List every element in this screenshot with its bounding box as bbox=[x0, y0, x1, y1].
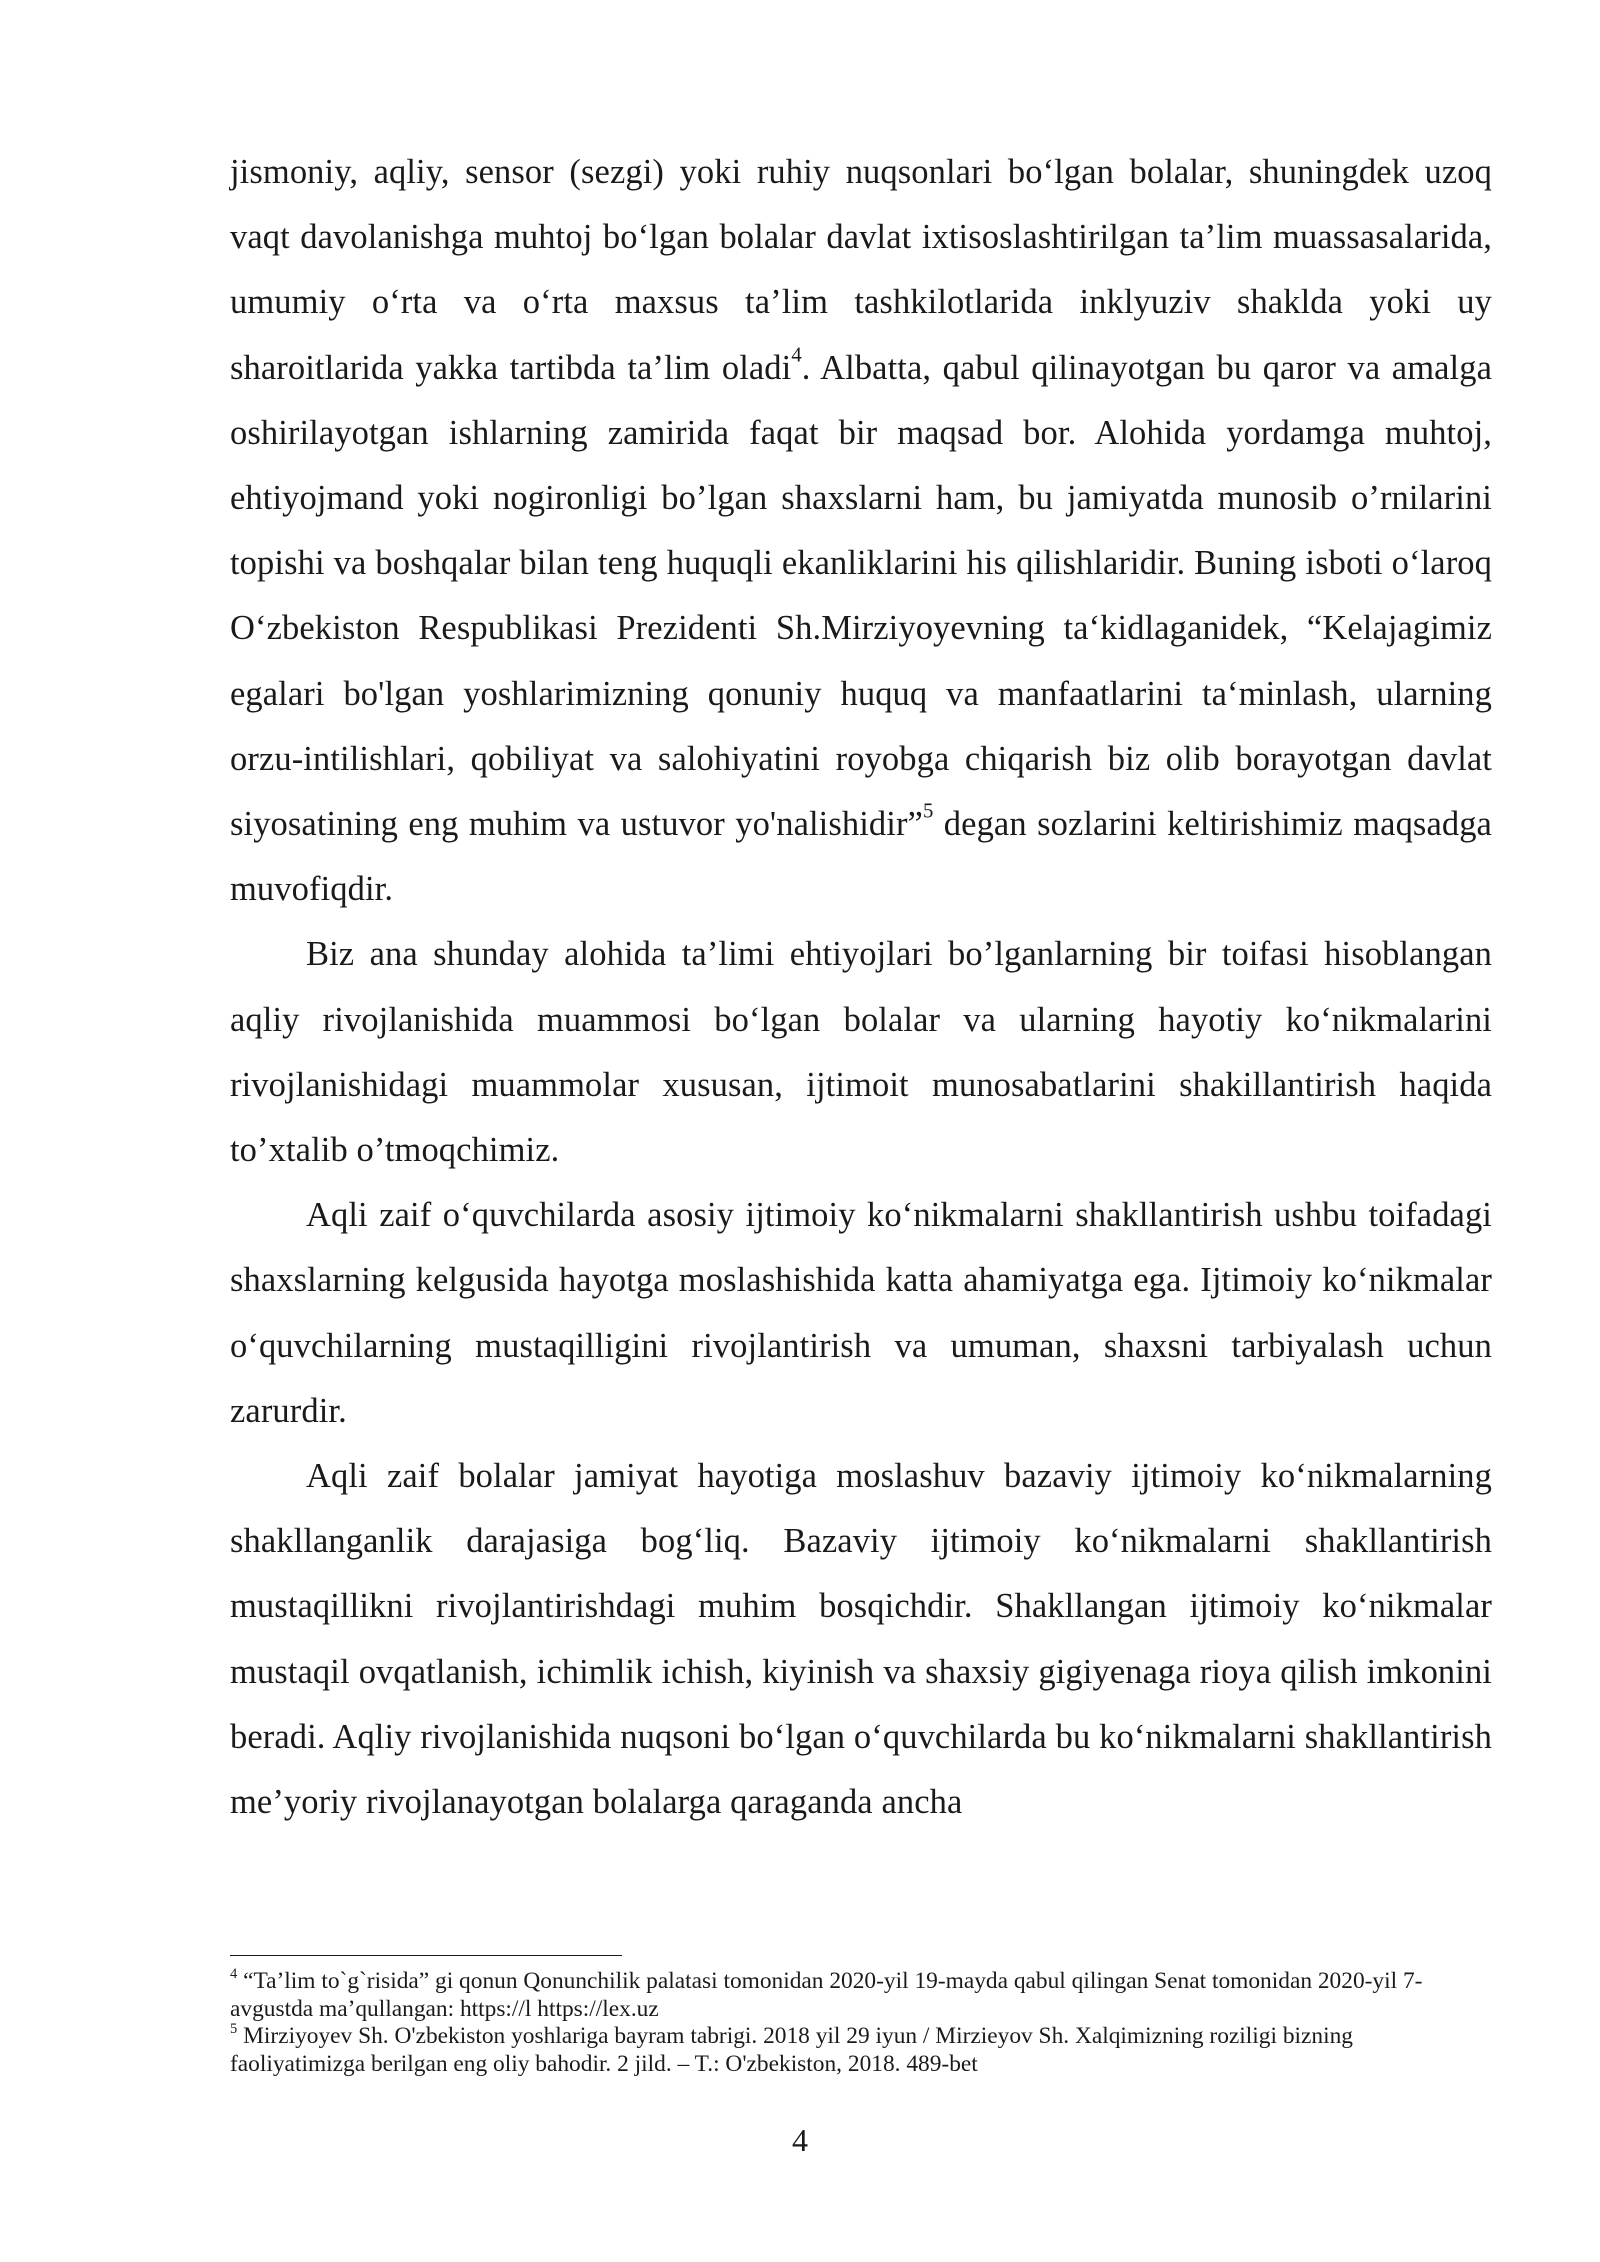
footnotes bbox=[230, 1965, 1492, 2078]
paragraph-3: Aqli zaif o‘quvchilarda asosiy ijtimoiy ko‘nikmalarni shakllantirish ushbu toifadagi shaxslarning kelgusida hayotga moslashishida katta ahamiyatga ega. Ijtimoiy ko‘nikmalar o‘quvchilarning mustaqilligini rivojlantirish va umuman, shaxsni tarbiyalash uchun zarurdir. bbox=[230, 1196, 1492, 1430]
footnote-marker-5: 5 bbox=[230, 2020, 238, 2037]
paragraph-4: Aqli zaif bolalar jamiyat hayotiga moslashuv bazaviy ijtimoiy ko‘nikmalarning shakllanganlik darajasiga bog‘liq. Bazaviy ijtimoiy ko‘nikmalarni shakllantirish mustaqillikni rivojlantirishdagi muhim bosqichdir. Shakllangan ijtimoiy ko‘nikmalar mustaqil ovqatlanish, ichimlik ichish, kiyinish va shaxsiy gigiyenaga rioya qilish imkonini beradi. Aqliy rivojlanishida nuqsoni bo‘lgan o‘quvchilarda bu ko‘nikmalarni shakllantirish me’yoriy rivojlanayotgan bolalarga qaraganda ancha bbox=[230, 1457, 1492, 1822]
footnote-separator bbox=[230, 1955, 622, 1956]
paragraph-1-text-b: . Albatta, qabul qilinayotgan bu qaror va amalga oshirilayotgan ishlarning zamirida faqat bir maqsad bor. Alohida yordamga muhtoj, ehtiyojmand yoki nogironligi bo’lgan shaxslarni ham, bu jamiyatda munosib o’rnilarini topishi va boshqalar bilan teng huquqli ekanliklarini his qilishlaridir. Buning isboti o‘laroq O‘zbekiston Respublikasi Prezidenti Sh.Mirziyoyevning ta‘kidlaganidek, “Kelajagimiz egalari bo'lgan yoshlarimizning qonuniy huquq va manfaatlarini ta‘minlash, ularning orzu-intilishlari, qobiliyat va salohiyatini royobga chiqarish biz olib borayotgan davlat siyosatining eng muhim va ustuvor yo'nalishidir” bbox=[230, 348, 1492, 844]
paragraph-2: Biz ana shunday alohida ta’limi ehtiyojlari bo’lganlarning bir toifasi hisoblangan aqliy rivojlanishida muammosi bo‘lgan bolalar va ularning hayotiy ko‘nikmalarini rivojlanishidagi muammolar xususan, ijtimoit munosabatlarini shakillantirish haqida to’xtalib o’tmoqchimiz. bbox=[230, 935, 1492, 1170]
footnote-4-text: “Ta’lim to`g`risida” gi qonun Qonunchilik palatasi tomonidan 2020-yil 19-mayda qabul qilingan Senat tomonidan 2020-yil 7-avgustda ma’qullangan: https://l https://lex.uz bbox=[230, 1968, 1423, 2022]
footnote-ref-4[interactable]: 4 bbox=[791, 344, 802, 367]
paragraph-1 bbox=[230, 140, 1492, 922]
footnote-marker-4: 4 bbox=[230, 1965, 238, 1982]
paragraph-1-text-a: jismoniy, aqliy, sensor (sezgi) yoki ruhiy nuqsonlari bo‘lgan bolalar, shuningdek uzoq vaqt davolanishga muhtoj bo‘lgan bolalar davlat ixtisoslashtirilgan ta’lim muassasalarida, umumiy o‘rta va o‘rta maxsus ta’lim tashkilotlarida inklyuziv shaklda yoki uy sharoitlarida yakka tartibda ta’lim oladi bbox=[230, 153, 1492, 387]
body-text bbox=[230, 140, 1492, 1835]
page-number: 4 bbox=[792, 2122, 808, 2158]
paragraph-1-text-c: degan sozlarini keltirishimiz maqsadga muvofiqdir. bbox=[230, 805, 1492, 909]
footnote-5 bbox=[230, 2020, 1492, 2078]
footnote-ref-5[interactable]: 5 bbox=[922, 800, 934, 823]
footnote-4 bbox=[230, 1965, 1492, 2023]
footnote-5-text: Mirziyoyev Sh. O'zbekiston yoshlariga bayram tabrigi. 2018 yil 29 iyun / Mirzieyov Sh. Xalqimizning roziligi bizning faoliyatimizga berilgan eng oliy bahodir. 2 jild. – T.: O'zbekiston, 2018. 489-bet bbox=[230, 2023, 1353, 2077]
